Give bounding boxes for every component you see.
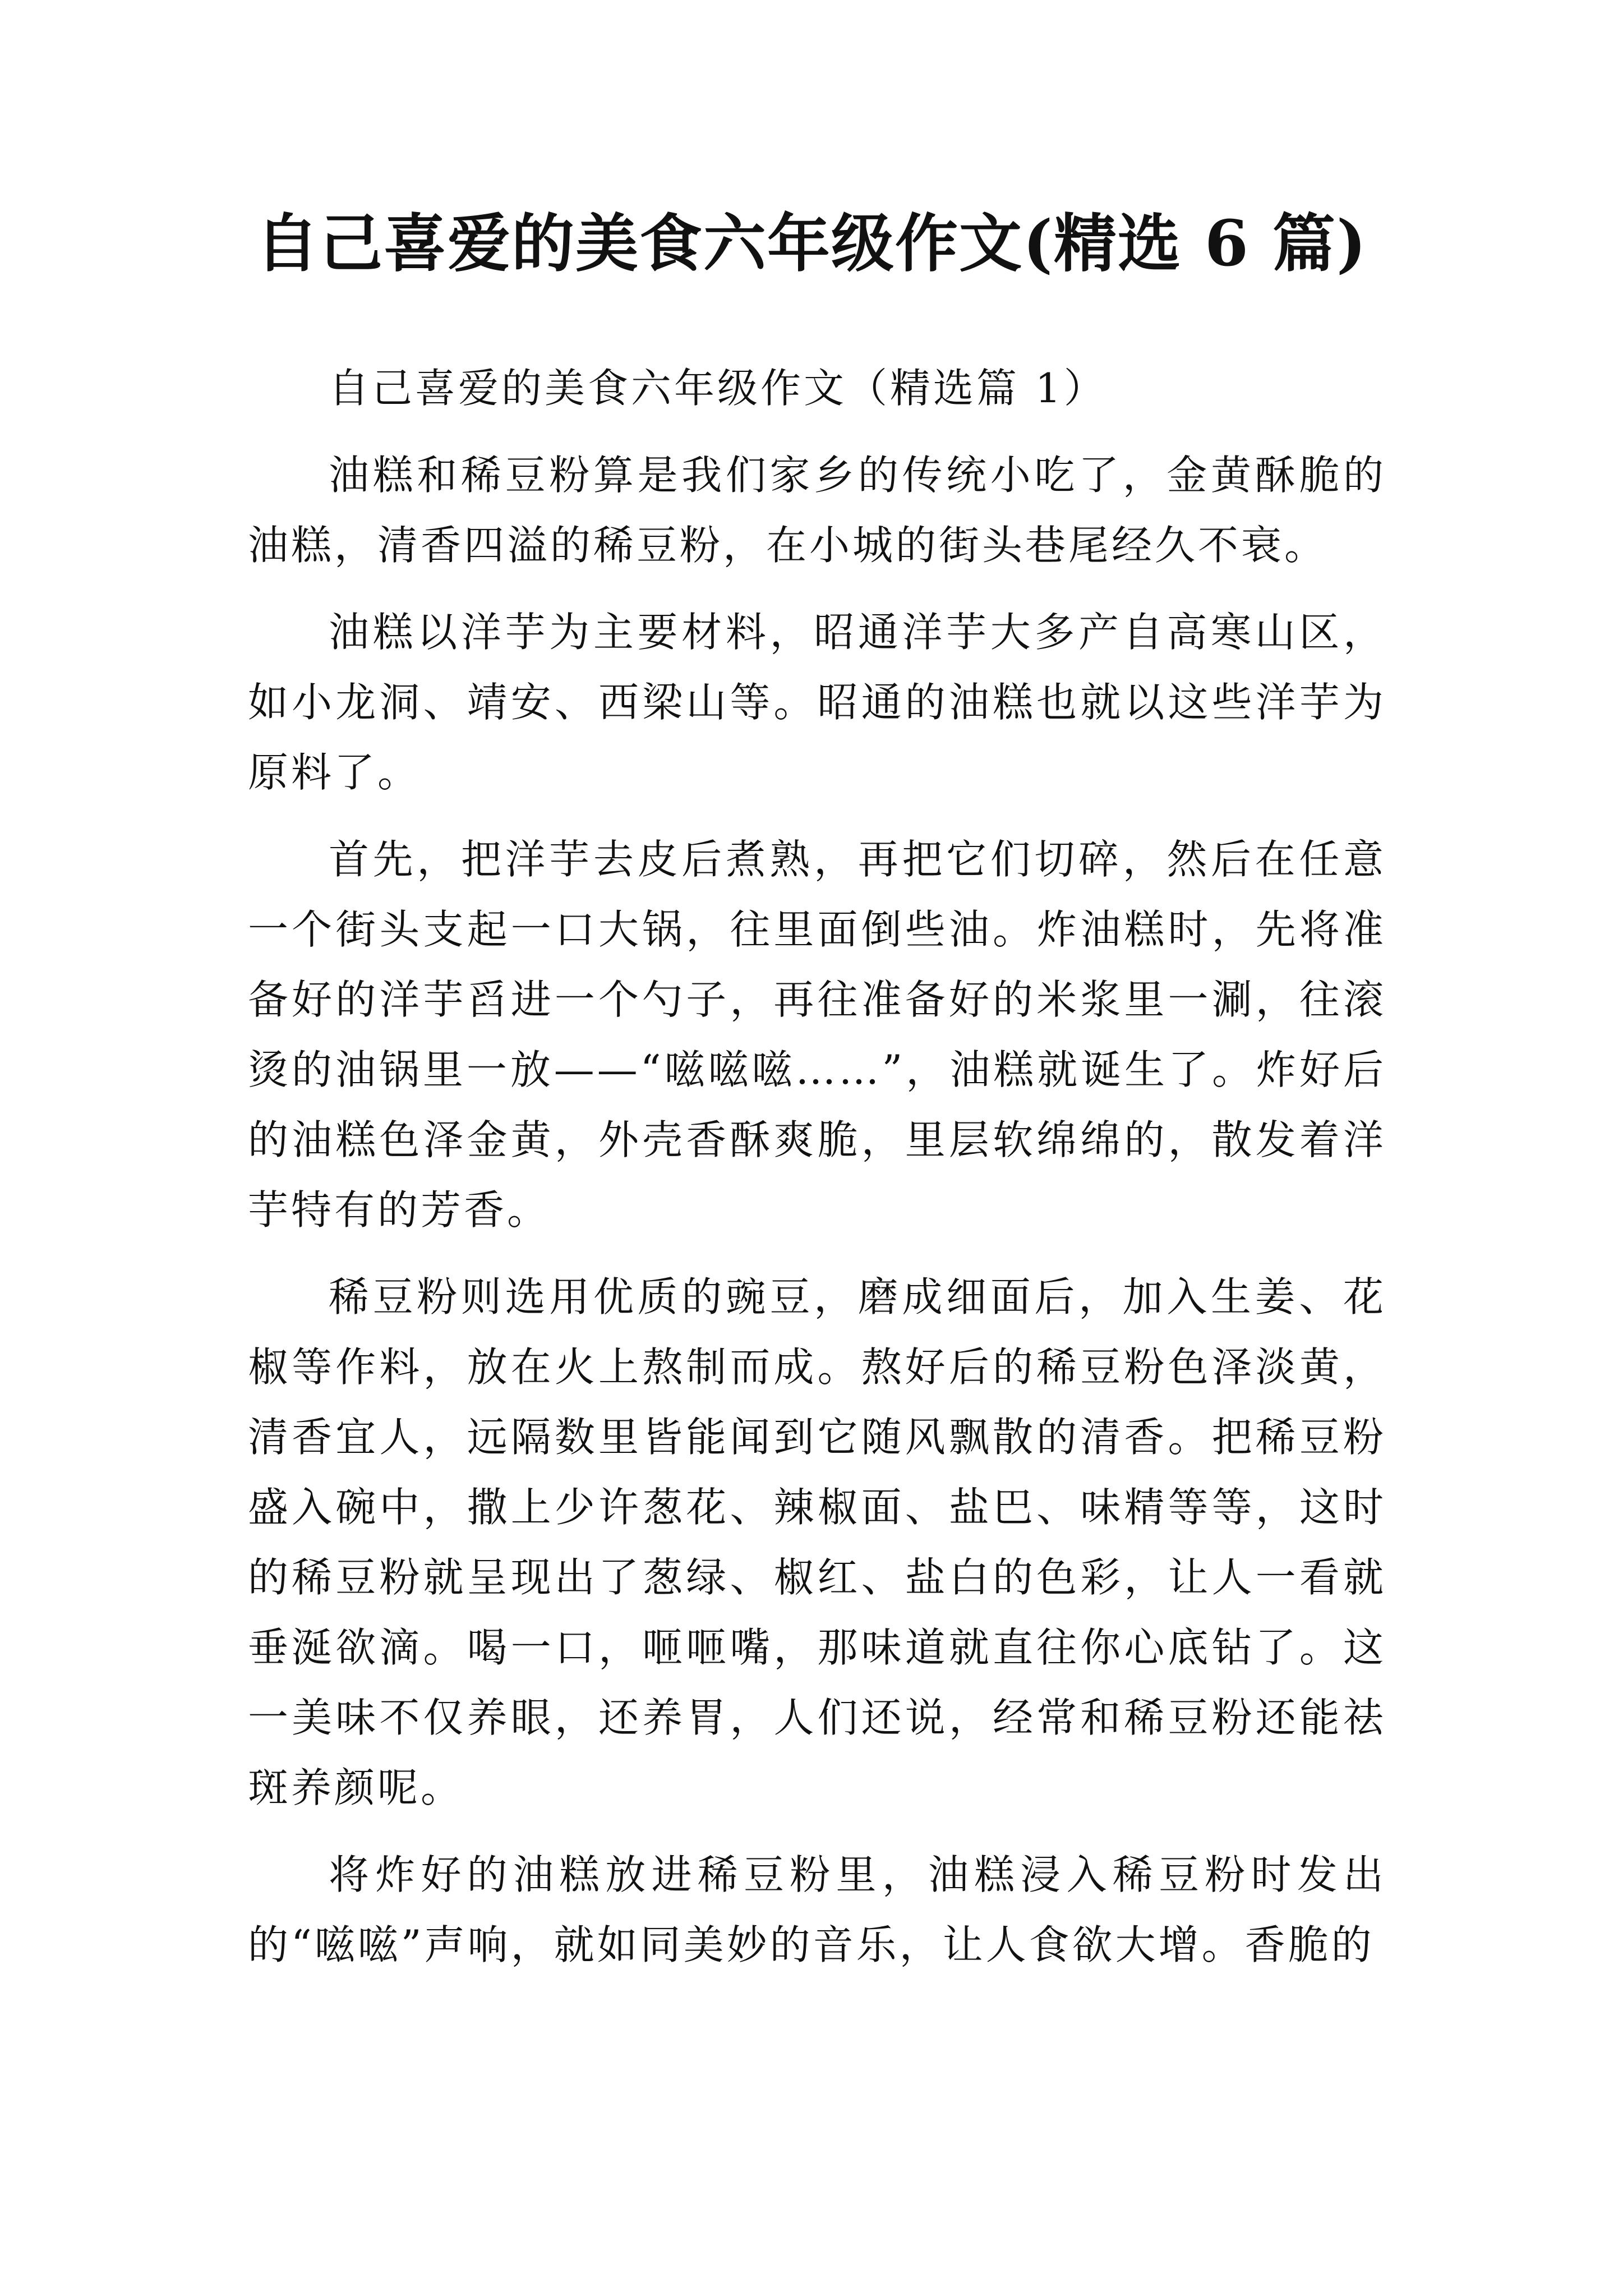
paragraph: 油糕和稀豆粉算是我们家乡的传统小吃了，金黄酥脆的油糕，清香四溢的稀豆粉，在小城的街头巷尾经久不衰。 xyxy=(248,452,1386,569)
paragraph: 将炸好的油糕放进稀豆粉里，油糕浸入稀豆粉时发出的“嗞嗞”声响，就如同美妙的音乐，让人食欲大增。香脆的 xyxy=(248,1851,1386,1968)
document-body xyxy=(248,353,1386,1980)
document-title: 自己喜爱的美食六年级作文(精选 6 篇) xyxy=(256,207,1367,280)
paragraph: 稀豆粉则选用优质的豌豆，磨成细面后，加入生姜、花椒等作料，放在火上熬制而成。熬好后的稀豆粉色泽淡黄，清香宜人，远隔数里皆能闻到它随风飘散的清香。把稀豆粉盛入碗中，撒上少许葱花、辣椒面、盐巴、味精等等，这时的稀豆粉就呈现出了葱绿、椒红、盐白的色彩，让人一看就垂涎欲滴。喝一口，咂咂嘴，那味道就直往你心底钻了。这一美味不仅养眼，还养胃，人们还说，经常和稀豆粉还能祛斑养颜呢。 xyxy=(248,1273,1386,1811)
paragraph: 首先，把洋芋去皮后煮熟，再把它们切碎，然后在任意一个街头支起一口大锅，往里面倒些油。炸油糕时，先将准备好的洋芋舀进一个勺子，再往准备好的米浆里一涮，往滚烫的油锅里一放——“嗞嗞嗞……”，油糕就诞生了。炸好后的油糕色泽金黄，外壳香酥爽脆，里层软绵绵的，散发着洋芋特有的芳香。 xyxy=(248,836,1386,1234)
paragraph: 油糕以洋芋为主要材料，昭通洋芋大多产自高寒山区，如小龙洞、靖安、西梁山等。昭通的油糕也就以这些洋芋为原料了。 xyxy=(248,609,1386,796)
section-heading: 自己喜爱的美食六年级作文（精选篇 1） xyxy=(329,365,1107,412)
